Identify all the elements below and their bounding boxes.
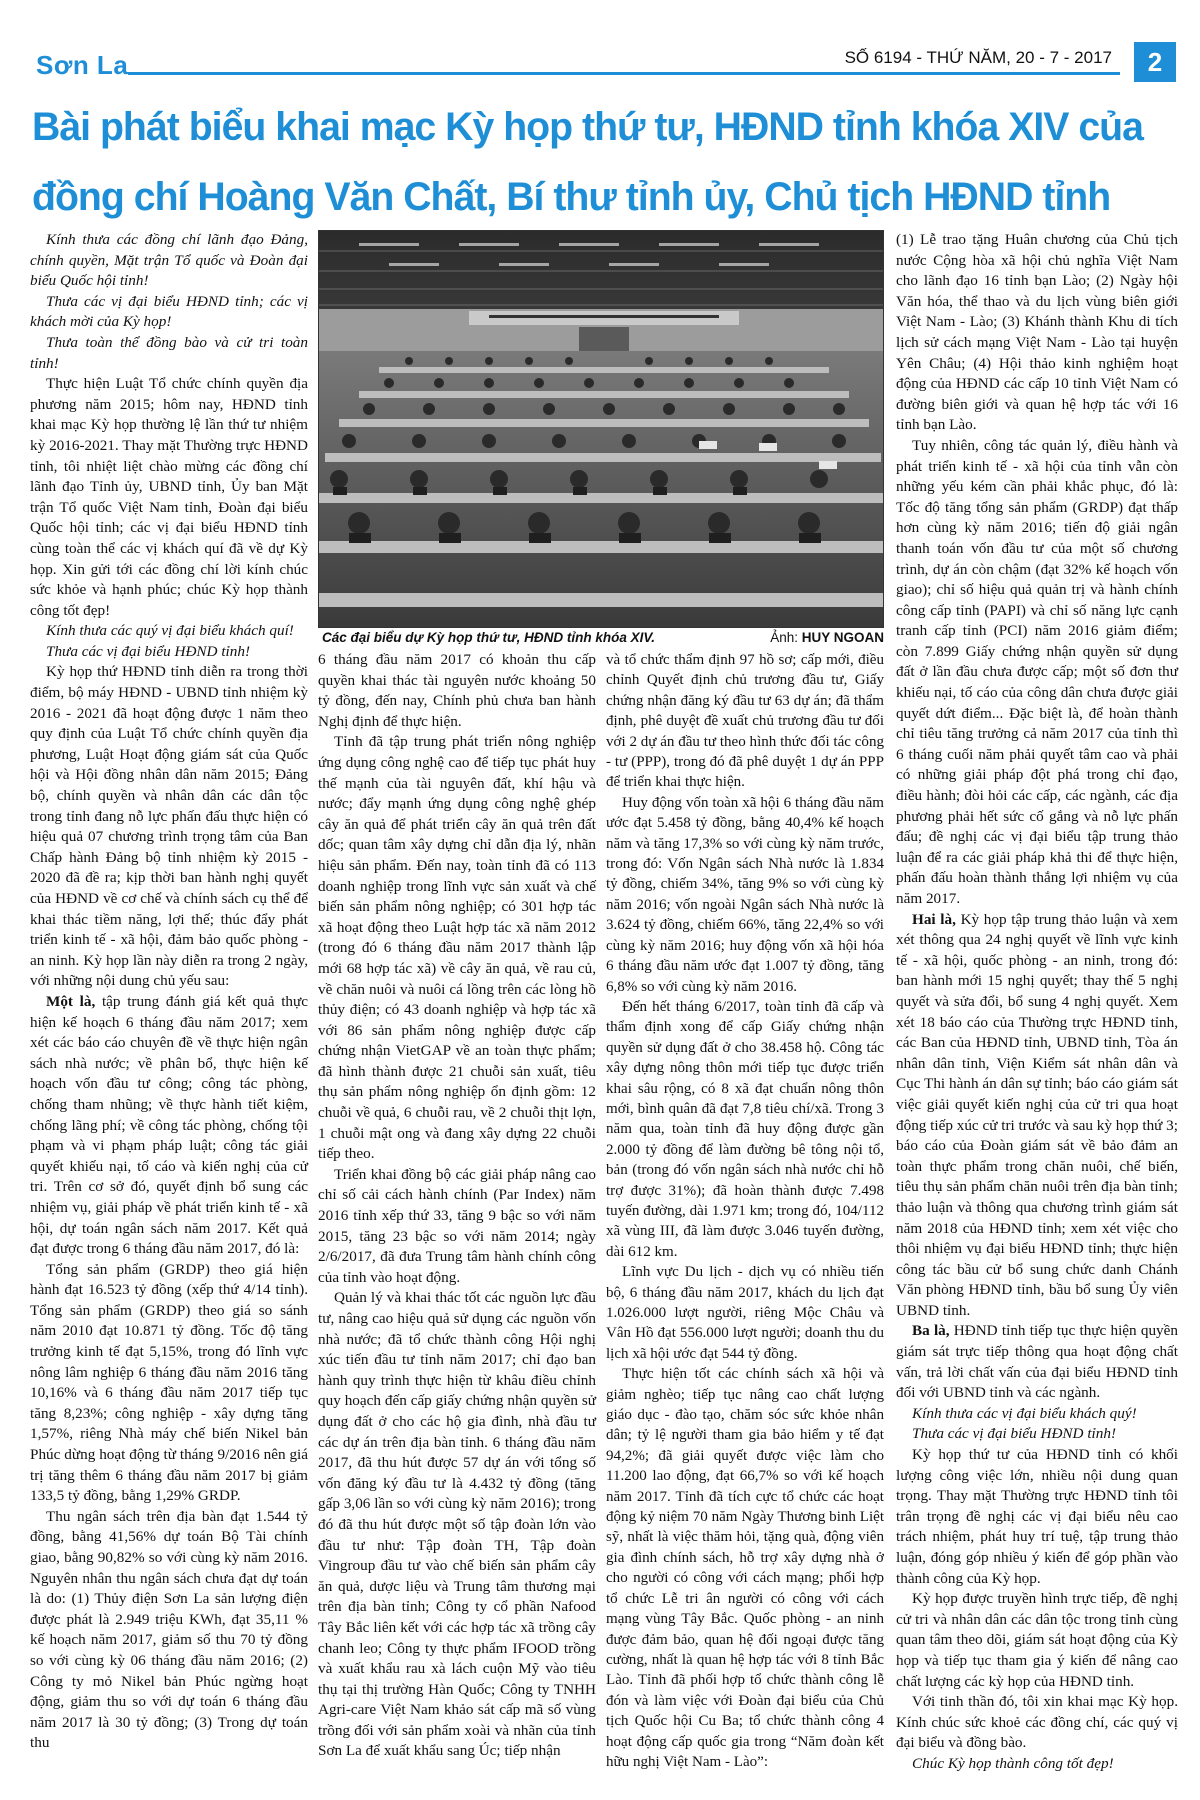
paragraph: Tỉnh đã tập trung phát triển nông nghiệp ứng dụng công nghệ cao để tiếp tục phát huy thế mạnh của tài nguyên đất, khí hậu và nước; đẩy mạnh ứng dụng công nghệ ghép cây ăn quả để phát triển cây ăn quả trên đất dốc; quan tâm xây dựng chỉ dẫn địa lý, nhãn hiệu sản phẩm. Đến nay, toàn tỉnh đã có 113 doanh nghiệp trong lĩnh vực sản xuất và chế biến sản phẩm nông nghiệp; có 301 hợp tác xã hoạt động theo Luật hợp tác xã năm 2012 (trong đó 6 tháng đầu năm 2017 thành lập mới 68 hợp tác xã) về cây ăn quả, về rau củ, về chăn nuôi và nuôi cá lồng trên các lòng hồ thủy điện; có 43 doanh nghiệp và hợp tác xã với 86 sản phẩm nông nghiệp được cấp chứng nhận VietGAP về an toàn thực phẩm; đã hình thành được 21 chuỗi sản xuất, tiêu thụ sản phẩm nông nghiệp ổn định gồm: 12 chuỗi về quả, 6 chuỗi rau, về 2 chuỗi thịt lợn, 1 chuỗi mật ong và đang xây dựng 22 chuỗi tiếp theo. <box>318 733 596 1163</box>
paragraph: Tổng sản phẩm (GRDP) theo giá hiện hành đạt 16.523 tỷ đồng (xếp thứ 4/14 tỉnh). Tổng sản phẩm (GRDP) theo giá so sánh năm 2010 đạt 10.871 tỷ đồng. Tốc độ tăng trưởng kinh tế đạt 5,15%, trong đó lĩnh vực nông lâm nghiệp 6 tháng đầu năm 2016 tăng 10,16% và 6 tháng đầu năm 2017 tiếp tục tăng 8,23%; công nghiệp - xây dựng tăng 1,57%, riêng Nhà máy chế biến Nikel bản Phúc dừng hoạt động từ tháng 9/2016 nên giá trị tăng thêm 6 tháng đầu năm 2017 bị giảm 133,5 tỷ đồng, bằng 1,29% GRDP. <box>30 1260 308 1505</box>
article-body <box>30 230 1178 1784</box>
paragraph: Thực hiện tốt các chính sách xã hội và giảm nghèo; tiếp tục nâng cao chất lượng giáo dục - đào tạo, chăm sóc sức khỏe nhân dân; tỷ lệ người tham gia bảo hiểm y tế đạt 94,2%; đã giải quyết được việc làm cho 11.200 lao động, đạt 66,7% so với kế hoạch năm 2017. Tỉnh đã tích cực tổ chức các hoạt động kỷ niệm 70 năm Ngày Thương binh Liệt sỹ, nhất là việc thăm hỏi, tặng quà, động viên gia đình chính sách, hỗ trợ xây dựng nhà ở cho người có công với cách mạng; phối hợp tổ chức Lễ tri ân người có công với cách mạng vùng Tây Bắc. Quốc phòng - an ninh được đảm bảo, quan hệ đối ngoại được tăng cường, nhất là quan hệ hợp tác với 8 tỉnh Bắc Lào. Tỉnh đã phối hợp tổ chức thành công lễ đón và làm việc với Đoàn đại biểu của Chủ tịch Quốc hội Cu Ba; tổ chức thành công 4 hoạt động cấp quốc gia trong “Năm đoàn kết hữu nghị Việt Nam - Lào”: <box>606 1366 884 1770</box>
page-header <box>36 48 1176 88</box>
paragraph-text: tập trung đánh giá kết quả thực hiện kế hoạch 6 tháng đầu năm 2017; xem xét các báo cáo chuyên đề về thực hiện ngân sách nhà nước; về phân bổ, thực hiện kế hoạch vốn đầu tư công; công tác phòng, chống tham nhũng; về thực hành tiết kiệm, chống lãng phí; về công tác phòng, chống tội phạm và vi phạm pháp luật; công tác giải quyết khiếu nại, tố cáo và kiến nghị của cử tri. Trên cơ sở đó, quyết định bổ sung các nhiệm vụ, giải pháp về phát triển kinh tế - xã hội, dự toán ngân sách năm 2017. Kết quả đạt được trong 6 tháng đầu năm 2017, đó là: <box>30 992 308 1258</box>
greeting: Thưa các vị đại biểu HĐND tỉnh; các vị khách mời của Kỳ họp! <box>30 292 308 331</box>
headline: Bài phát biểu khai mạc Kỳ họp thứ tư, HĐND tỉnh khóa XIV của đồng chí Hoàng Văn Chất, Bí thư tỉnh ủy, Chủ tịch HĐND tỉnh <box>32 105 1143 219</box>
paragraph: Lĩnh vực Du lịch - dịch vụ có nhiều tiến bộ, 6 tháng đầu năm 2017, khách du lịch đạt 1.026.000 lượt người, riêng Mộc Châu và Vân Hồ đạt 556.000 lượt người; doanh thu du lịch xã hội ước đạt 544 tỷ đồng. <box>606 1264 884 1362</box>
greeting: Kính thưa các vị đại biểu khách quý! <box>912 1404 1137 1422</box>
page-number: 2 <box>1134 42 1176 82</box>
lead-in: Một là, <box>46 992 96 1010</box>
paragraph <box>896 910 1178 1322</box>
photo-credit <box>770 628 884 648</box>
paragraph: Thu ngân sách trên địa bàn đạt 1.544 tỷ đồng, bằng 41,56% dự toán Bộ Tài chính giao, bằng 90,82% so với cùng kỳ năm 2016. Nguyên nhân thu ngân sách chưa đạt dự toán là do: (1) Thủy điện Sơn La sản lượng điện được phát là 2.949 triệu KWh, đạt 35,11 % kế hoạch năm 2017, giảm số thu 70 tỷ đồng so với cùng kỳ 06 tháng đầu năm 2016; (2) Công ty mỏ Nikel bản Phúc ngừng hoạt động, giảm thu so với dự toán 6 tháng đầu năm 2017 là 30 tỷ đồng; (3) Trong dự toán thu <box>30 1507 308 1752</box>
paragraph: Kỳ họp thứ HĐND tỉnh diễn ra trong thời điểm, bộ máy HĐND - UBND tỉnh nhiệm kỳ 2016 - 2021 đã hoạt động được 1 năm theo quy định của Luật Tổ chức chính quyền địa phương, Luật Hoạt động giám sát của Quốc hội và Hội đồng nhân dân năm 2015; Đảng bộ, chính quyền và nhân dân các dân tộc trong tỉnh đang nỗ lực phấn đấu thực hiện có hiệu quả 07 chương trình trọng tâm của Ban Chấp hành Đảng bộ tỉnh nhiệm kỳ 2015 - 2020 đã đề ra; kịp thời ban hành nghị quyết của HĐND về cơ chế và chính sách cụ thể để khai thác tiềm năng, lợi thế; thúc đẩy phát triển kinh tế - xã hội, đảm bảo quốc phòng - an ninh. Kỳ họp lần này diễn ra trong 2 ngày, với những nội dung chủ yếu sau: <box>30 663 308 990</box>
paragraph: Tuy nhiên, công tác quản lý, điều hành và phát triển kinh tế - xã hội của tỉnh vẫn còn những yếu kém cần phải khắc phục, đó là: Tốc độ tăng tổng sản phẩm (GRDP) đạt thấp hơn cùng kỳ năm 2016; tiến độ giải ngân thanh toán vốn đầu tư của một số chương trình, dự án còn chậm (đạt 32% kế hoạch vốn giao); chỉ số hiệu quả quản trị và hành chính công cấp tỉnh (PAPI) và chỉ số năng lực cạnh tranh cấp tỉnh (PCI) năm 2016 giảm điểm; còn 7.899 Giấy chứng nhận quyền sử dụng đất ở lần đầu chưa được cấp; một số đơn thư khiếu nại, tố cáo của công dân chưa được giải quyết dứt điểm... Đặc biệt là, để hoàn thành chỉ tiêu tăng trưởng cả năm 2017 của tỉnh thì 6 tháng cuối năm phải quyết tâm cao và phải có những giải pháp đột phá trong chỉ đạo, điều hành; đòi hỏi các cấp, các ngành, các địa phương phải hết sức cố gắng và nỗ lực phấn đấu; đề nghị các vị đại biểu tập trung thảo luận để ra các giải pháp khả thi để thực hiện, phấn đấu hoàn thành thắng lợi nhiệm vụ của năm 2017. <box>896 436 1178 907</box>
paragraph <box>30 992 308 1260</box>
lead-in: Ba là, <box>912 1322 950 1340</box>
paragraph: Huy động vốn toàn xã hội 6 tháng đầu năm ước đạt 5.458 tỷ đồng, bằng 40,4% kế hoạch năm và tăng 17,3% so với cùng kỳ năm trước, trong đó: Vốn Ngân sách Nhà nước là 1.834 tỷ đồng, chiếm 34%, tăng 9% so với cùng kỳ năm 2016; vốn ngoài Ngân sách Nhà nước là 3.624 tỷ đồng, chiếm 66%, tăng 22,4% so với cùng kỳ năm 2016; huy động vốn xã hội hóa 6 tháng đầu năm ước đạt 1.007 tỷ đồng, tăng 6,8% so với cùng kỳ năm 2016. <box>606 794 884 995</box>
greeting: Thưa các vị đại biểu HĐND tỉnh! <box>912 1425 1117 1443</box>
paragraph: 6 tháng đầu năm 2017 có khoản thu cấp quyền khai thác tài nguyên nước khoảng 50 tỷ đồng, đến nay, Chính phủ chưa ban hành Nghị định để thực hiện. <box>318 651 596 730</box>
session-photo <box>318 230 884 628</box>
paragraph-text: Kỳ họp tập trung thảo luận và xem xét thông qua 24 nghị quyết về lĩnh vực kinh tế - xã hội, quốc phòng - an ninh, trong đó: ban hành mới 15 nghị quyết; thay thế 5 nghị quyết và sửa đổi, bổ sung 4 nghị quyết. Xem xét 18 báo cáo của Thường trực HĐND tỉnh, các Ban của HĐND tỉnh, UBND tỉnh, Tòa án nhân dân tỉnh, Viện Kiểm sát nhân dân và Cục Thi hành án dân sự tỉnh; báo cáo giám sát việc giải quyết kiến nghị của cử tri qua hoạt động tiếp xúc cử tri trước và sau kỳ họp thứ 3; báo cáo của Đoàn giám sát về bảo đảm an toàn thực phẩm trong chăn nuôi, chế biến, tiêu thụ sản phẩm chăn nuôi trên địa bàn tỉnh; thảo luận và thông qua chương trình giám sát năm 2018 của HĐND tỉnh; xem xét việc cho thôi nhiệm vụ đại biểu HĐND tỉnh; thực hiện công tác bầu cử bổ sung chức danh Chánh Văn phòng HĐND tỉnh, bầu bổ sung Ủy viên UBND tỉnh. <box>896 910 1178 1319</box>
paragraph: Đến hết tháng 6/2017, toàn tỉnh đã cấp và thẩm định xong để cấp Giấy chứng nhận quyền sử dụng đất ở cho 38.458 hộ. Công tác xây dựng nông thôn mới tiếp tục được triển khai sâu rộng, có 8 xã đạt chuẩn nông thôn mới, bình quân đã đạt 7,8 tiêu chí/xã. Trong 3 năm qua, toàn tỉnh đã huy động được gần 2.000 tỷ đồng để làm đường bê tông nội tổ, bản (trong đó vốn ngân sách nhà nước chỉ hỗ trợ được 31%); đã hoàn thành được 7.498 tuyến đường, dài 1.971 km; trong đó, 104/112 xã vùng III, đã làm được 3.046 tuyến đường, dài 612 km. <box>606 998 884 1260</box>
column-2 <box>318 650 596 1762</box>
paragraph-text: HĐND tỉnh tiếp tục thực hiện quyền giám sát trực tiếp thông qua hoạt động chất vấn, trả lời chất vấn của đại biểu HĐND tỉnh đối với UBND tỉnh và các ngành. <box>896 1322 1178 1402</box>
paragraph: và tổ chức thẩm định 97 hồ sơ; cấp mới, điều chỉnh Quyết định chủ trương đầu tư, Giấy chứng nhận đăng ký đầu tư 63 dự án; đã thẩm định, phê duyệt đề xuất chủ trương đầu tư đối với 2 dự án đầu tư theo hình thức đối tác công - tư (PPP), trong đó đã phê duyệt 1 dự án PPP để triển khai thực hiện. <box>606 652 884 791</box>
issue-info: SỐ 6194 - THỨ NĂM, 20 - 7 - 2017 <box>837 48 1112 68</box>
column-3 <box>606 650 884 1772</box>
greeting: Thưa toàn thể đồng bào và cử tri toàn tỉnh! <box>30 333 308 372</box>
conference-hall-image <box>319 231 884 628</box>
greeting: Kính thưa các quý vị đại biểu khách quí! <box>46 622 294 640</box>
header-rule <box>128 72 1120 75</box>
paragraph: Với tinh thần đó, tôi xin khai mạc Kỳ họp. Kính chúc sức khoẻ các đồng chí, các quý vị đại biểu và đồng bào. <box>896 1693 1178 1752</box>
paragraph: (1) Lễ trao tặng Huân chương của Chủ tịch nước Cộng hòa xã hội chủ nghĩa Việt Nam cho lãnh đạo 16 tỉnh bạn Lào; (2) Ngày hội Văn hóa, thể thao và du lịch vùng biên giới Việt Nam - Lào; (3) Khánh thành Khu di tích lịch sử cách mạng Việt Nam - Lào tại huyện Yên Châu; (4) Hội thảo kinh nghiệm hoạt động của HĐND các cấp 10 tỉnh Việt Nam có đường biên giới và quan hệ hợp tác với 16 tỉnh bạn Lào. <box>896 231 1178 434</box>
closing: Chúc Kỳ họp thành công tốt đẹp! <box>912 1754 1114 1772</box>
column-1 <box>30 230 308 1754</box>
section-name: Sơn La <box>36 50 129 80</box>
paragraph: Kỳ họp thứ tư của HĐND tỉnh có khối lượng công việc lớn, nhiều nội dung quan trọng. Thay mặt Thường trực HĐND tỉnh tôi trân trọng đề nghị các vị đại biểu nêu cao trách nhiệm, phát huy trí tuệ, tập trung thảo luận, đóng góp nhiều ý kiến để góp phần vào thành công của Kỳ họp. <box>896 1446 1178 1587</box>
greeting: Thưa các vị đại biểu HĐND tỉnh! <box>46 642 251 660</box>
greeting: Kính thưa các đồng chí lãnh đạo Đảng, chính quyền, Mặt trận Tổ quốc và Đoàn đại biểu Quốc hội tỉnh! <box>30 231 308 290</box>
lead-in: Hai là, <box>912 910 956 928</box>
paragraph: Quản lý và khai thác tốt các nguồn lực đầu tư, nâng cao hiệu quả sử dụng các nguồn vốn nhà nước; đã tổ chức thành công Hội nghị xúc tiến đầu tư tỉnh năm 2017; chỉ đạo ban hành quy trình thực hiện từ khâu điều chỉnh quy hoạch đến cấp giấy chứng nhận quyền sử dụng đất ở cho các hộ gia đình, nhà đầu tư các dự án trên địa bàn tỉnh. 6 tháng đầu năm 2017, đã thu hút được 57 dự án với tổng số vốn đăng ký đầu tư là 4.432 tỷ đồng (tăng gấp 3,06 lần so với cùng kỳ năm 2016); trong đó đã thu hút được một số tập đoàn lớn vào đầu tư như: Tập đoàn TH, Tập đoàn Vingroup đầu tư vào chế biến sản phẩm cây ăn quả, dược liệu và Trung tâm thương mại trên địa bàn tỉnh; Công ty cổ phần Nafood Tây Bắc liên kết với các hợp tác xã trồng cây chanh leo; Công ty thực phẩm IFOOD trồng và xuất khẩu rau xà lách cuộn Mỹ vào tiêu thụ tại thị trường Hàn Quốc; Công ty TNHH Agri-care Việt Nam khảo sát cấp mã số vùng trồng đối với sản phẩm xoài và nhãn của tỉnh Sơn La để xuất khẩu sang Úc; tiếp nhận <box>318 1289 596 1760</box>
paragraph: Kỳ họp được truyền hình trực tiếp, đề nghị cử tri và nhân dân các dân tộc trong tỉnh cùng quan tâm theo dõi, giám sát hoạt động của Kỳ họp và tiếp tục tham gia ý kiến để nâng cao chất lượng các kỳ họp của HĐND tỉnh. <box>896 1590 1178 1690</box>
photo-credit-name: HUY NGOAN <box>801 630 884 645</box>
paragraph <box>896 1321 1178 1403</box>
column-4 <box>896 230 1178 1775</box>
paragraph: Triển khai đồng bộ các giải pháp nâng cao chỉ số cải cách hành chính (Par Index) năm 2016 tỉnh xếp thứ 33, tăng 9 bậc so với năm 2015, tăng 23 bậc so với năm 2014; ngày 2/6/2017, đã đưa Trung tâm hành chính công của tỉnh vào hoạt động. <box>318 1165 596 1286</box>
photo-credit-label: Ảnh: <box>770 630 798 645</box>
paragraph: Thực hiện Luật Tổ chức chính quyền địa phương năm 2015; hôm nay, HĐND tỉnh khai mạc Kỳ họp thường lệ lần thứ tư nhiệm kỳ 2016-2021. Thay mặt Thường trực HĐND tỉnh, tôi nhiệt liệt chào mừng các đồng chí lãnh đạo Tỉnh ủy, UBND tỉnh, Ủy ban Mặt trận Tổ quốc Việt Nam tỉnh, Đoàn đại biểu Quốc hội tỉnh; các vị đại biểu HĐND tỉnh cùng toàn thể các vị khách quí đã về dự Kỳ họp. Xin gửi tới các đồng chí lời kính chúc sức khỏe và hạnh phúc; chúc Kỳ họp thành công tốt đẹp! <box>30 375 308 619</box>
photo-caption-bar <box>318 628 884 648</box>
photo-caption: Các đại biểu dự Kỳ họp thứ tư, HĐND tỉnh khóa XIV. <box>322 630 655 645</box>
